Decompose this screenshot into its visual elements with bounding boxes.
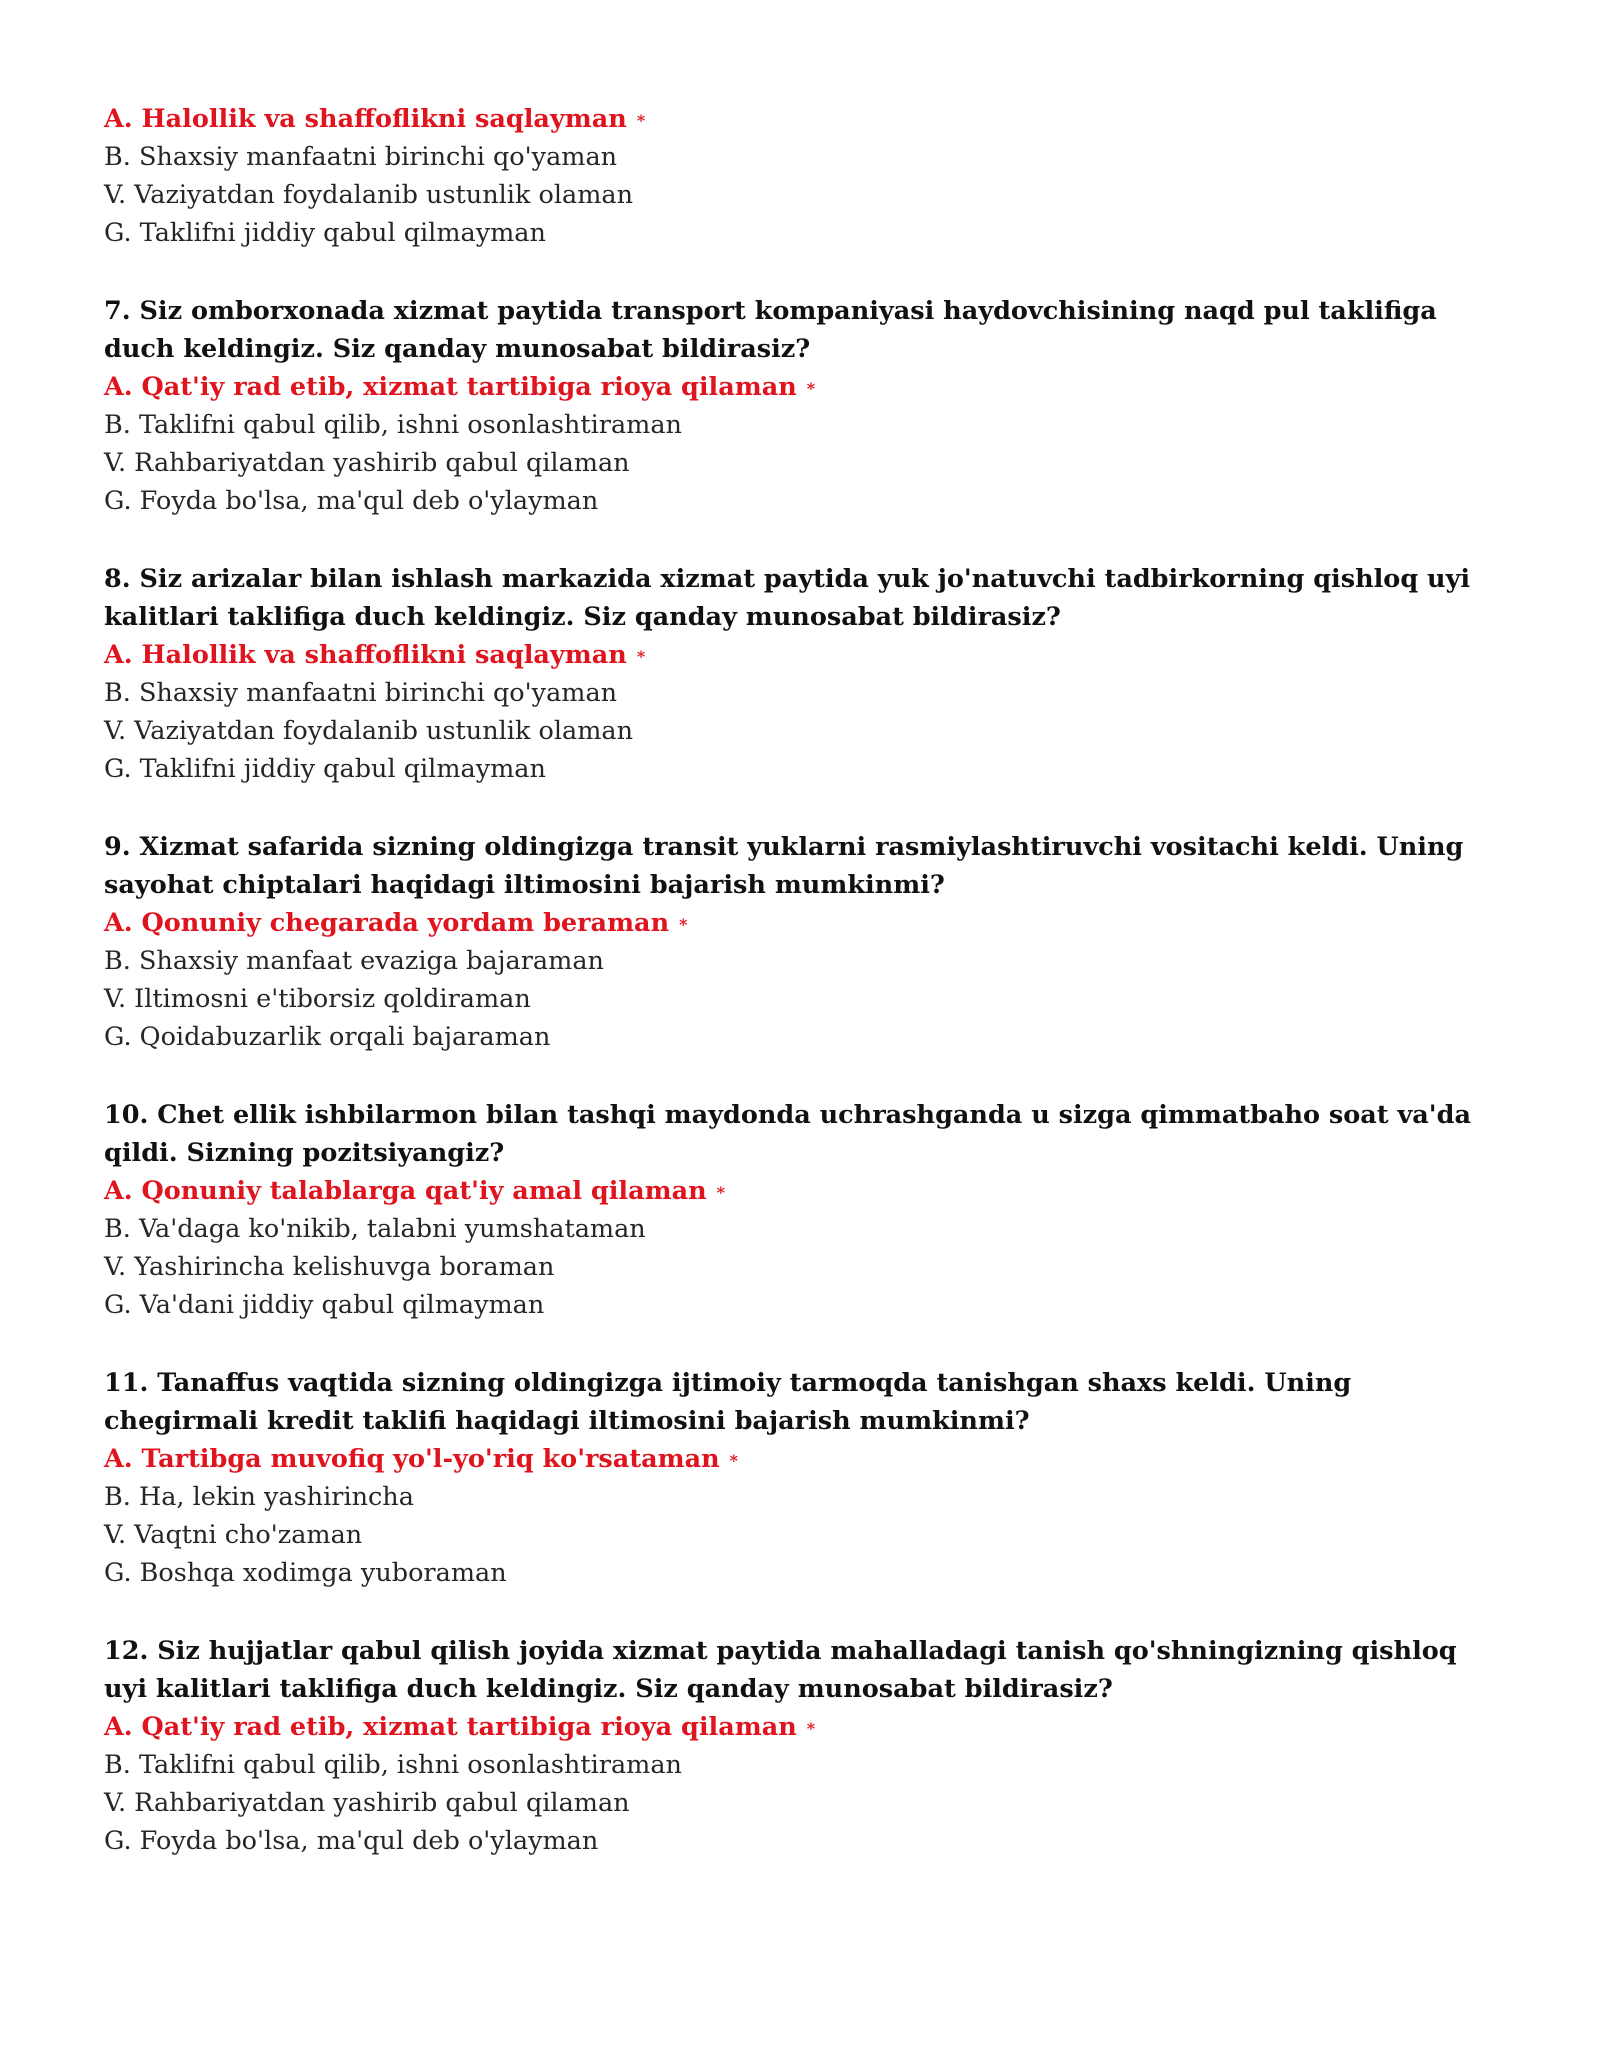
question-block-12	[104, 1632, 1504, 1860]
question-block-7	[104, 292, 1504, 520]
correct-answer: A. Qat'iy rad etib, xizmat tartibiga rioya qilaman *	[104, 1712, 816, 1742]
answer-option: G. Va'dani jiddiy qabul qilmayman	[104, 1290, 545, 1320]
correct-answer: A. Tartibga muvofiq yo'l-yo'riq ko'rsataman *	[104, 1444, 739, 1474]
answer-option: V. Rahbariyatdan yashirib qabul qilaman	[104, 1788, 630, 1818]
question-text: 9. Xizmat safarida sizning oldingizga transit yuklarni rasmiylashtiruvchi vositachi keldi. Uning sayohat chiptalari haqidagi iltimosini bajarish mumkinmi?	[104, 832, 1464, 900]
question-block-11	[104, 1364, 1504, 1592]
answer-block-continued	[104, 100, 1504, 252]
correct-marker-star: *	[636, 111, 646, 130]
answer-option: B. Shaxsiy manfaatni birinchi qo'yaman	[104, 142, 618, 172]
correct-answer: A. Qonuniy talablarga qat'iy amal qilaman *	[104, 1176, 726, 1206]
question-text: 11. Tanaffus vaqtida sizning oldingizga ijtimoiy tarmoqda tanishgan shaxs keldi. Uning chegirmali kredit taklifi haqidagi iltimosini bajarish mumkinmi?	[104, 1368, 1352, 1436]
correct-marker-star: *	[806, 1719, 816, 1738]
document-page	[104, 100, 1504, 1900]
answer-option: G. Foyda bo'lsa, ma'qul deb o'ylayman	[104, 1826, 599, 1856]
answer-option: V. Iltimosni e'tiborsiz qoldiraman	[104, 984, 531, 1014]
answer-option: V. Vaqtni cho'zaman	[104, 1520, 363, 1550]
correct-marker-star: *	[679, 915, 688, 934]
answer-option: B. Taklifni qabul qilib, ishni osonlashtiraman	[104, 410, 682, 440]
correct-answer: A. Qonuniy chegarada yordam beraman *	[104, 908, 688, 938]
answer-option: G. Foyda bo'lsa, ma'qul deb o'ylayman	[104, 486, 599, 516]
answer-option: B. Shaxsiy manfaatni birinchi qo'yaman	[104, 678, 618, 708]
answer-option: B. Ha, lekin yashirincha	[104, 1482, 414, 1512]
answer-option: V. Vaziyatdan foydalanib ustunlik olaman	[104, 716, 634, 746]
correct-marker-star: *	[806, 379, 816, 398]
answer-option: G. Taklifni jiddiy qabul qilmayman	[104, 754, 546, 784]
correct-marker-star: *	[716, 1183, 726, 1202]
question-text: 7. Siz omborxonada xizmat paytida transport kompaniyasi haydovchisining naqd pul taklifiga duch keldingiz. Siz qanday munosabat bildirasiz?	[104, 296, 1437, 364]
question-text: 10. Chet ellik ishbilarmon bilan tashqi maydonda uchrashganda u sizga qimmatbaho soat va'da qildi. Sizning pozitsiyangiz?	[104, 1100, 1471, 1168]
answer-option: V. Vaziyatdan foydalanib ustunlik olaman	[104, 180, 634, 210]
answer-option: B. Va'daga ko'nikib, talabni yumshataman	[104, 1214, 646, 1244]
answer-option: V. Rahbariyatdan yashirib qabul qilaman	[104, 448, 630, 478]
correct-marker-star: *	[636, 647, 646, 666]
correct-answer: A. Qat'iy rad etib, xizmat tartibiga rioya qilaman *	[104, 372, 816, 402]
answer-option: B. Shaxsiy manfaat evaziga bajaraman	[104, 946, 604, 976]
question-text: 12. Siz hujjatlar qabul qilish joyida xizmat paytida mahalladagi tanish qo'shningizning qishloq uyi kalitlari taklifiga duch keldingiz. Siz qanday munosabat bildirasiz?	[104, 1636, 1457, 1704]
answer-option: V. Yashirincha kelishuvga boraman	[104, 1252, 555, 1282]
correct-answer: A. Halollik va shaffoflikni saqlayman *	[104, 104, 646, 134]
answer-option: G. Boshqa xodimga yuboraman	[104, 1558, 507, 1588]
correct-answer: A. Halollik va shaffoflikni saqlayman *	[104, 640, 646, 670]
question-block-9	[104, 828, 1504, 1056]
question-block-10	[104, 1096, 1504, 1324]
answer-option: G. Qoidabuzarlik orqali bajaraman	[104, 1022, 551, 1052]
answer-option: G. Taklifni jiddiy qabul qilmayman	[104, 218, 546, 248]
answer-option: B. Taklifni qabul qilib, ishni osonlashtiraman	[104, 1750, 682, 1780]
question-block-8	[104, 560, 1504, 788]
question-text: 8. Siz arizalar bilan ishlash markazida xizmat paytida yuk jo'natuvchi tadbirkorning qishloq uyi kalitlari taklifiga duch keldingiz. Siz qanday munosabat bildirasiz?	[104, 564, 1471, 632]
correct-marker-star: *	[729, 1451, 739, 1470]
